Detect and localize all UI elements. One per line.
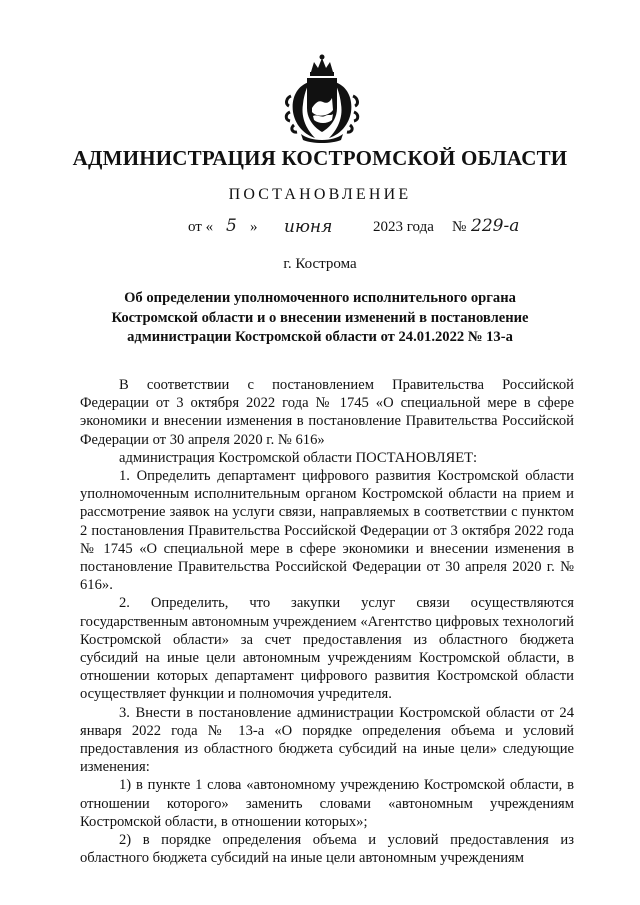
date-year: 2023 года xyxy=(373,219,434,235)
date-close-quote: » xyxy=(250,219,258,235)
number-label: № xyxy=(452,219,467,235)
paragraph-decree: администрация Костромской области ПОСТАНОВЛЯЕТ: xyxy=(119,449,478,466)
paragraph-subitem-2: 2) в порядке определения объема и условий предоставления из областного бюджета субсидий на иные цели автономным учреждениям xyxy=(80,832,574,867)
paragraph-item-1: 1. Определить департамент цифрового развития Костромской области уполномоченным исполнительным органом Костромской области на прием и рассмотрение заявок на услуги связи, направляемых в соответствии с пунктом 2 постановления Правительства Российской Федерации от 3 октября 2022 года № 1745 «О специальной мере в сфере экономики и внесении изменения в постановление Правительства Российской Федерации от 30 апреля 2020 г. № 616». xyxy=(80,468,574,594)
city: г. Кострома xyxy=(283,256,357,272)
paragraph-subitem-1: 1) в пункте 1 слова «автономному учреждению Костромской области, в отношении которого» заменить словами «автономным учреждениям Костромской области, в отношении которых»; xyxy=(80,777,574,830)
paragraph-item-2: 2. Определить, что закупки услуг связи осуществляются государственным автономным учреждением «Агентство цифровых технологий Костромской области» за счет предоставления из областного бюджета субсидий на иные цели автономным учреждениям Костромской области, в отношении которых департамент цифрового развития Костромской области осуществляет функции и полномочия учредителя. xyxy=(80,595,574,703)
coat-of-arms-icon xyxy=(283,52,361,144)
document-body xyxy=(80,376,574,867)
date-month: июня xyxy=(284,217,333,237)
paragraph-preamble: В соответствии с постановлением Правительства Российской Федерации от 3 октября 2022 года № 1745 «О специальной мере в сфере экономики и внесении изменения в постановление Правительства Российской Федерации от 30 апреля 2020 г. № 616» xyxy=(80,377,574,448)
date-from-label: от « xyxy=(188,219,214,235)
paragraph-item-3: 3. Внести в постановление администрации Костромской области от 24 января 2022 года № 13-а «О порядке определения объема и условий предоставления из областного бюджета субсидий на иные цели» следующие изменения: xyxy=(80,704,574,776)
subject-line: Об определении уполномоченного исполнительного органа xyxy=(124,290,516,306)
date-day: 5 xyxy=(226,216,237,236)
subject-line: администрации Костромской области от 24.01.2022 № 13-а xyxy=(127,329,513,345)
document-type: ПОСТАНОВЛЕНИЕ xyxy=(228,186,412,203)
organization-title: АДМИНИСТРАЦИЯ КОСТРОМСКОЙ ОБЛАСТИ xyxy=(72,146,568,170)
document-subject xyxy=(90,289,550,348)
subject-line: Костромской области и о внесении изменений в постановление xyxy=(111,309,529,326)
document-number: 229-а xyxy=(471,216,520,236)
